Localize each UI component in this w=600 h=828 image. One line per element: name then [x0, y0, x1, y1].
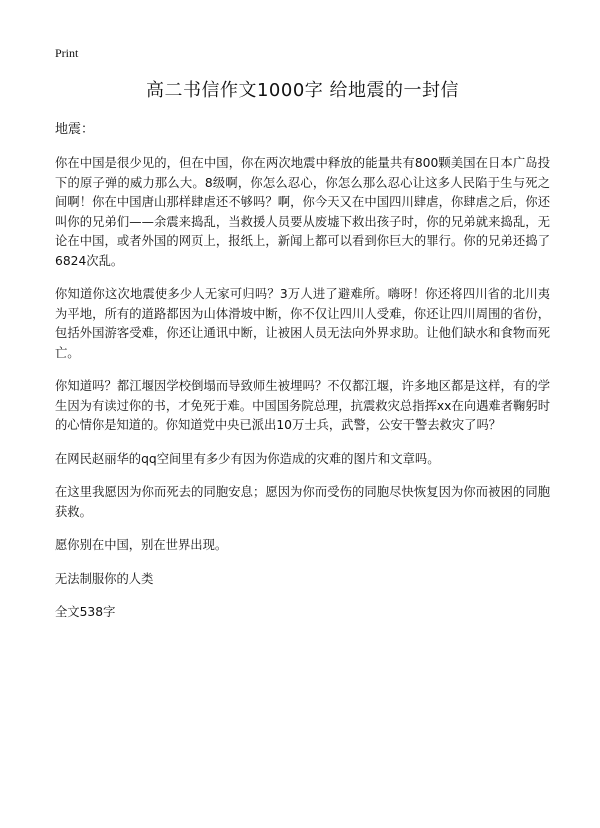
print-label: Print [55, 46, 79, 60]
document-page [55, 80, 550, 637]
document-title: 高二书信作文1000字 给地震的一封信 [145, 80, 460, 101]
paragraph: 你在中国是很少见的，但在中国，你在两次地震中释放的能量共有800颗美国在日本广岛投下的原子弹的威力那么大。8级啊，你怎么忍心，你怎么那么忍心让这多人民陷于生与死之间啊！你在中国唐山那样肆虐还不够吗？啊，你今天又在中国四川肆虐，你肆虐之后，你还叫你的兄弟们——余震来捣乱，当救援人员要从废墟下救出孩子时，你的兄弟就来捣乱，无论在中国，或者外国的网页上，报纸上，新闻上都可以看到你巨大的罪行。你的兄弟还捣了6824次乱。 [55, 156, 550, 268]
signature: 无法制服你的人类 [55, 571, 154, 586]
paragraph: 在这里我愿因为你而死去的同胞安息；愿因为你而受伤的同胞尽快恢复因为你而被困的同胞获救。 [55, 485, 550, 519]
paragraph: 愿你别在中国，别在世界出现。 [55, 538, 228, 552]
word-count: 全文538字 [55, 605, 116, 619]
paragraph: 你知道你这次地震使多少人无家可归吗？3万人进了避难所。嗨呀！你还将四川省的北川夷为平地，所有的道路都因为山体滑坡中断，你不仅让四川人受难，你还让四川周围的省份，包括外国游客受难，你还让通讯中断，让被困人员无法向外界求助。让他们缺水和食物而死亡。 [55, 287, 550, 360]
salutation: 地震： [55, 122, 95, 137]
paragraph: 在网民赵丽华的qq空间里有多少有因为你造成的灾难的图片和文章吗。 [55, 451, 440, 466]
paragraph: 你知道吗？都江堰因学校倒塌而导致师生被埋吗？不仅都江堰，许多地区都是这样，有的学生因为有读过你的书，才免死于难。中国国务院总理，抗震救灾总指挥xx在向遇难者鞠躬时的心情你是知道的。你知道党中央已派出10万士兵，武警，公安干警去救灾了吗？ [55, 379, 550, 432]
